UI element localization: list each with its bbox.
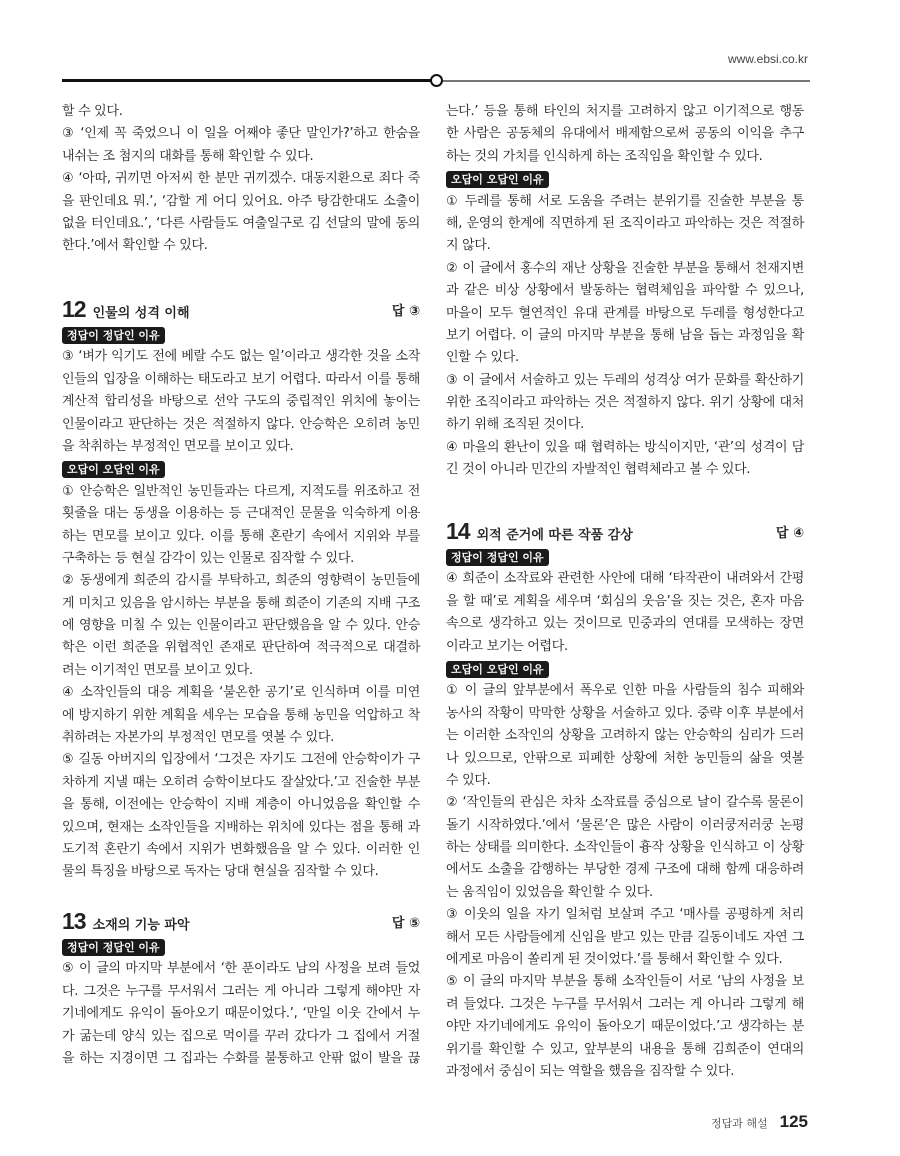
header-rule-left <box>62 79 432 82</box>
section-title-group <box>446 518 633 545</box>
text-line: 나 있으므로, 안팎으로 피폐한 상황에 처한 농민들의 삶을 엿볼 <box>446 750 804 766</box>
question-number: 13 <box>62 907 86 934</box>
text-line: ④ 마을의 환난이 있을 때 협력하는 방식이지만, ‘관’의 성격이 담 <box>446 439 804 455</box>
text-line: 내쉬는 조 첨지의 대화를 통해 확인할 수 있다. <box>62 148 314 164</box>
text-line: 긴 것이 아니라 민간의 자발적인 협력체라고 볼 수 있다. <box>446 462 751 478</box>
explanation-paragraph <box>62 958 420 1070</box>
explanation-paragraph <box>446 437 804 482</box>
text-line: 지 않다. <box>446 238 491 254</box>
explanation-paragraph <box>62 346 420 458</box>
header-rule-dot <box>430 74 443 87</box>
text-line: 한 사람은 공동체의 유대에서 배제함으로써 공동의 이익을 추구 <box>446 126 804 142</box>
explanation-paragraph <box>446 971 804 1083</box>
text-line: 과 같은 비상 상황에서 발동하는 협력체임을 파악할 수 있으나, <box>446 283 804 299</box>
reason-badge: 정답이 정답인 이유 <box>62 939 165 956</box>
column-1-group <box>62 101 420 258</box>
text-line: 에게로 마음이 쏠리게 된 것이었다.’를 통해서 확인할 수 있다. <box>446 952 783 968</box>
text-line: 에서도 소출을 감행하는 부당한 경제 구조에 대해 함께 대응하려 <box>446 862 804 878</box>
text-line: 하기 위해 조직된 것이다. <box>446 417 584 433</box>
explanation-paragraph <box>62 123 420 168</box>
text-line: ④ ‘아따, 귀끼면 아저씨 한 분만 귀끼겠수. 대동지환으로 죄다 죽 <box>62 171 420 187</box>
text-line: ③ ‘벼가 익기도 전에 베랄 수도 없는 일’이라고 생각한 것을 소작 <box>62 349 420 365</box>
text-line: 게 미치고 있음을 암시하는 부분을 통해 희준이 기존의 지배 구조 <box>62 595 420 611</box>
text-line: ③ 이웃의 일을 자기 일처럼 보살펴 주고 ‘매사를 공평하게 처리 <box>446 907 804 923</box>
text-line: 을 할 때’로 계획을 세우며 ‘회심의 웃음’을 짓는 것은, 혼자 마음 <box>446 593 804 609</box>
text-line: 에 영향을 미칠 수 있는 인물이라고 판단했음을 알 수 있다. 안승 <box>62 618 420 634</box>
text-line: 도기적 혼란기 속에서 지위가 변화했음을 알 수 있다. 이러한 인 <box>62 841 420 857</box>
explanation-paragraph <box>446 370 804 437</box>
explanation-paragraph <box>62 570 420 682</box>
badge-row <box>446 168 804 190</box>
column-2-group <box>446 516 804 1083</box>
section-title-group <box>62 908 190 935</box>
badge-row <box>62 936 420 958</box>
text-line: 없을 터인데요.’, ‘다른 사람들도 여출일구로 김 선달의 말에 동의 <box>62 215 420 231</box>
text-line: 물의 특징을 바탕으로 독자는 당대 현실을 짐작할 수 있다. <box>62 864 379 880</box>
text-line: ② 이 글에서 홍수의 재난 상황을 진술한 부분을 통해서 천재지변 <box>446 260 804 276</box>
text-line: 인물이라고 판단하는 것은 적절하지 않다. 안승학은 오히려 농민 <box>62 416 420 432</box>
text-line: ④ 희준이 소작료와 관련한 사안에 대해 ‘타작관이 내려와서 간평 <box>446 571 804 587</box>
text-line: 하는 상태를 의미한다. 소작인들이 흉작 상황을 인식하고 이 상황 <box>446 840 804 856</box>
footer-label: 정답과 해설 <box>710 1117 768 1130</box>
text-line: 인할 수 있다. <box>446 350 519 366</box>
explanation-paragraph <box>446 792 804 904</box>
text-line: 을 판인데요 뭐.’, ‘감할 게 어디 있어요. 아주 탕감한대도 소출이 <box>62 193 420 209</box>
section-header <box>62 906 420 936</box>
section-title-group <box>62 296 190 323</box>
explanation-paragraph <box>62 682 420 749</box>
text-line: 위한 조직이라고 파악하는 것은 적절하지 않다. 위기 상황에 대처 <box>446 395 804 411</box>
text-line: 위기를 확인할 수 있고, 앞부분의 내용을 통해 김희준이 연대의 <box>446 1041 804 1057</box>
text-line: ⑤ 이 글의 마지막 부분에서 ‘한 푼이라도 남의 사정을 보려 들었 <box>62 961 420 977</box>
explanation-paragraph <box>446 904 804 971</box>
text-line: 하는 면모를 보이고 있다. 이를 통해 혼란기 속에서 지위와 부를 <box>62 528 420 544</box>
section-title: 소재의 기능 파악 <box>92 917 190 933</box>
column-1-group <box>62 294 420 884</box>
text-line: ① 두레를 통해 서로 도움을 주려는 분위기를 진술한 부분을 통 <box>446 193 804 209</box>
reason-badge: 오답이 오답인 이유 <box>446 171 549 188</box>
text-line: 가 굶는데 양식 있는 집으로 먹이를 꾸러 갔다가 그 집에서 거절 <box>62 1028 420 1044</box>
text-line: 을 통해, 이전에는 안승학이 지배 계층이 아니었음을 확인할 수 <box>62 797 420 813</box>
text-line: 돌기 시작하였다.’에서 ‘물론’은 많은 사람이 이러쿵저러쿵 논평 <box>446 817 804 833</box>
badge-row <box>446 546 804 568</box>
reason-badge: 오답이 오답인 이유 <box>62 461 165 478</box>
explanation-paragraph <box>62 101 420 123</box>
explanation-paragraph <box>446 191 804 258</box>
text-line: 있으며, 현재는 소작인들을 지배하는 위치에 있다는 점을 통해 과 <box>62 819 420 835</box>
text-line: 마을이 모두 혈연적인 유대 관계를 바탕으로 두레를 형성한다고 <box>446 305 804 321</box>
text-line: 려 들었다. 그것은 누구를 무서워서 그러는 게 아니라 그렇게 해 <box>446 996 804 1012</box>
column-2-group <box>446 101 804 482</box>
text-line: 농사의 작황이 막막한 상황을 서술하고 있다. 중략 이후 부분에서 <box>446 705 804 721</box>
text-line: 해서 모든 사람들에게 신임을 받고 있는 만큼 길동이네도 자연 그 <box>446 929 804 945</box>
text-line: ④ 소작인들의 대응 계획을 ‘불온한 공기’로 인식하며 이를 미연 <box>62 685 420 701</box>
explanation-paragraph <box>62 481 420 571</box>
explanation-paragraph <box>446 258 804 370</box>
section-title: 외적 준거에 따른 작품 감상 <box>476 527 633 543</box>
explanation-paragraph <box>62 168 420 258</box>
site-url: www.ebsi.co.kr <box>727 52 808 66</box>
text-line: 속으로 생각하고 있는 것이므로 민중과의 연대를 모색하는 장면 <box>446 616 804 632</box>
text-line: 계산적 합리성을 바탕으로 선악 구도의 중립적인 위치에 놓이는 <box>62 394 420 410</box>
explanation-paragraph <box>446 568 804 658</box>
text-line: 과정에서 중심이 되는 역할을 했음을 짐작할 수 있다. <box>446 1063 735 1079</box>
text-line: 을 하는 지경이면 그 집과는 수화를 불통하고 안팎 없이 발을 끊 <box>62 1050 420 1066</box>
page-number: 125 <box>779 1112 808 1131</box>
text-line: ③ 이 글에서 서술하고 있는 두레의 성격상 여가 문화를 확산하기 <box>446 372 804 388</box>
section-title: 인물의 성격 이해 <box>92 305 190 321</box>
text-line: 해, 운영의 한계에 직면하게 된 조직이라고 파악하는 것은 적절하 <box>446 215 804 231</box>
text-line: ② 동생에게 희준의 감시를 부탁하고, 희준의 영향력이 농민들에 <box>62 573 420 589</box>
text-line: 할 수 있다. <box>62 104 123 119</box>
explanation-paragraph <box>62 749 420 883</box>
text-line: 야만 자기네에게도 유익이 돌아오기 때문이었다.’고 생각하는 분 <box>446 1019 804 1035</box>
text-line: 는 이러한 소작인의 상황을 고려하지 않는 안승학의 심리가 드러 <box>446 728 804 744</box>
page-footer <box>711 1112 808 1132</box>
answer-label: 답 ③ <box>391 303 420 319</box>
text-line: 구축하는 등 현실 감각이 있는 인물로 짐작할 수 있다. <box>62 550 354 566</box>
text-line: ② ‘작인들의 관심은 차차 소작료를 중심으로 날이 갈수록 물론이 <box>446 795 804 811</box>
reason-badge: 오답이 오답인 이유 <box>446 661 549 678</box>
question-number: 14 <box>446 517 470 544</box>
text-line: ① 이 글의 앞부분에서 폭우로 인한 마을 사람들의 침수 피해와 <box>446 683 804 699</box>
explanation-paragraph <box>446 101 804 168</box>
text-line: 에 방지하기 위한 계획을 세우는 모습을 통해 농민을 억압하고 착 <box>62 707 420 723</box>
explanation-paragraph <box>446 680 804 792</box>
text-line: ⑤ 이 글의 마지막 부분을 통해 소작인들이 서로 ‘남의 사정을 보 <box>446 974 804 990</box>
text-line: 려는 이기적인 면모를 보이고 있다. <box>62 662 253 678</box>
text-line: 횟줄을 대는 동생을 이용하는 등 근대적인 문물을 익숙하게 이용 <box>62 506 420 522</box>
text-line: 다. 그것은 누구를 무서워서 그러는 게 아니라 그렇게 해야만 자 <box>62 983 420 999</box>
text-line: 인들의 입장을 이해하는 태도라고 보기 어렵다. 따라서 이를 통해 <box>62 371 420 387</box>
text-line: 는다.’ 등을 통해 타인의 처지를 고려하지 않고 이기적으로 행동 <box>446 104 804 119</box>
section-header <box>446 516 804 546</box>
reason-badge: 정답이 정답인 이유 <box>446 549 549 566</box>
text-line: ⑤ 길동 아버지의 입장에서 ‘그것은 자기도 그전에 안승학이가 구 <box>62 752 420 768</box>
text-line: ③ ‘인제 꼭 죽었으니 이 일을 어째야 좋단 말인가?’하고 한숨을 <box>62 126 420 142</box>
text-line: 이라고 보기는 어렵다. <box>446 638 568 654</box>
answer-label: 답 ④ <box>775 525 804 541</box>
text-line: 차하게 지낼 때는 오히려 승학이보다도 잘살았다.’고 진술한 부분 <box>62 774 420 790</box>
text-line: 하는 것의 가치를 인식하게 하는 조직임을 확인할 수 있다. <box>446 148 763 164</box>
header-rule-right <box>442 80 810 82</box>
badge-row <box>446 658 804 680</box>
text-line: 수 있다. <box>446 772 491 788</box>
text-line: ① 안승학은 일반적인 농민들과는 다르게, 지적도를 위조하고 전 <box>62 483 420 499</box>
reason-badge: 정답이 정답인 이유 <box>62 327 165 344</box>
column-1-group <box>62 906 420 1070</box>
text-line: 보기 어렵다. 이 글의 마지막 부분을 통해 남을 돕는 과정임을 확 <box>446 327 804 343</box>
text-line: 기네에게도 유익이 돌아오기 때문이었다.’, ‘만일 이웃 간에서 누 <box>62 1006 420 1022</box>
badge-row <box>62 324 420 346</box>
answer-label: 답 ⑤ <box>391 915 420 931</box>
text-line: 학은 이런 희준을 위협적인 존재로 판단하여 적극적으로 대결하 <box>62 640 420 656</box>
section-header <box>62 294 420 324</box>
text-line: 을 착취하는 부정적인 면모를 보이고 있다. <box>62 438 294 454</box>
text-line: 한다.’에서 확인할 수 있다. <box>62 238 208 254</box>
question-number: 12 <box>62 295 86 322</box>
text-line: 취하려는 자본가의 부정적인 면모를 엿볼 수 있다. <box>62 730 334 746</box>
text-line: 는 움직임이 있었음을 확인할 수 있다. <box>446 884 653 900</box>
badge-row <box>62 458 420 480</box>
